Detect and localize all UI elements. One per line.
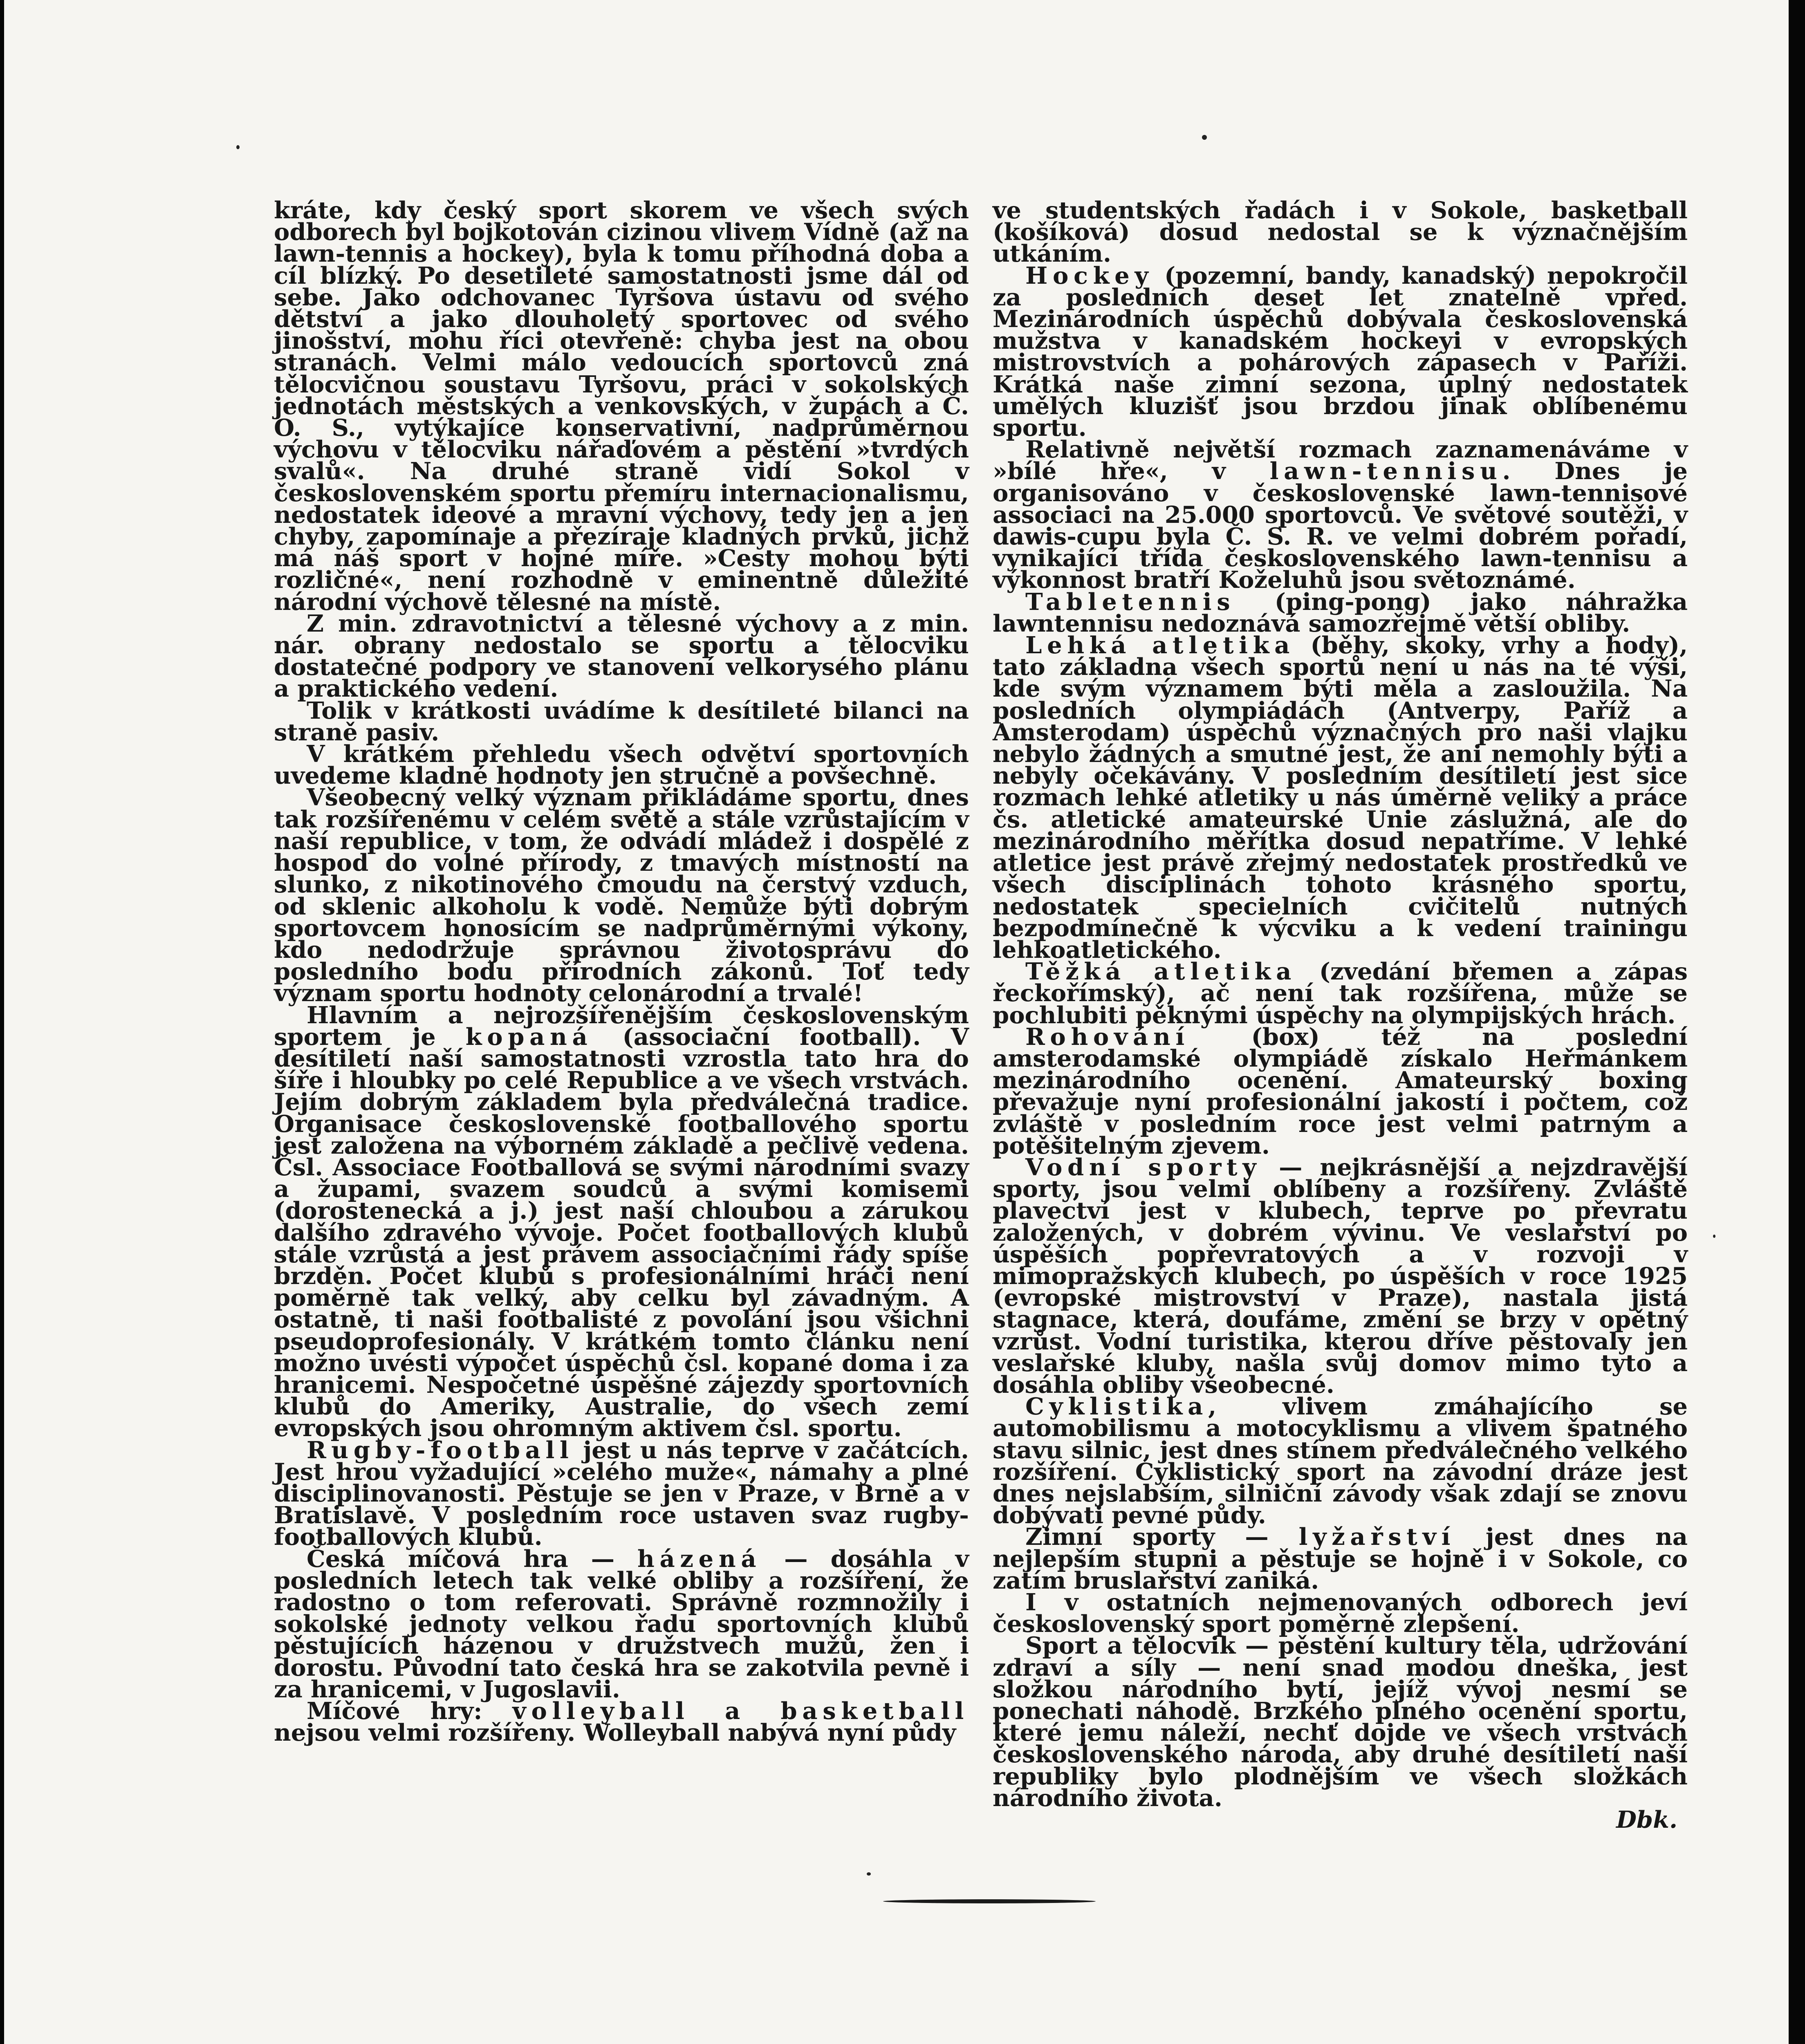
term-volleyball: volleyball [512,1697,690,1725]
term-lehka-atletika: Lehká atletika [1025,631,1295,659]
paragraph-water-sports: Vodní sporty — nejkrásnější a nejzdravější sporty, jsou velmi oblíbeny a rozšířeny. Zvláště plavectví jest v klubech, teprve po převratu založených, v dobrém vývinu. Ve veslařství po úspěších popřevratových a v rozvoji v mimopražských klubech, po úspěších v roce 1925 (evropské mistrovství v Praze), nastala jistá stagnace, která, doufáme, změní se brzy v opětný vzrůst. Vodní turistika, kterou dříve pěstovaly jen veslařské kluby, našla svůj domov mimo tyto a dosáhla obliby všeobecné. [993,1153,1688,1399]
paragraph-cycling: Cyklistika, vlivem zmáhajícího se automobilismu a motocyklismu a vlivem špatného stavu silnic, jest dnes stínem předválečného velkého rozšíření. Cyklistický sport na závodní dráze jest dnes nejslabším, silniční závody však zdají se znovu dobývati pevné půdy. [993,1392,1688,1529]
print-speck [1713,1235,1715,1238]
author-signature: Dbk. [1616,1806,1677,1834]
term-tezka-atletika: Těžká atletika [1025,957,1297,986]
paragraph-winter-sports: Zimní sporty — lyžařství jest dnes na nejlepším stupni a pěstuje se hojně i v Sokole, co zatím bruslařství zaniká. [993,1523,1688,1594]
print-speck [1202,135,1207,140]
term-vodni-sporty: Vodní sporty [1025,1153,1262,1181]
paragraph-heavy-athletics: Těžká atletika (zvedání břemen a zápas řeckořímský), ač není tak rozšířena, může se pochlubiti pěknými úspěchy na olympijských hrách. [993,957,1688,1029]
term-tabletennis: Tabletennis [1025,587,1235,616]
page-sheet [4,0,1789,2044]
term-lawn-tennis: lawn-tennisu [1269,457,1502,485]
paragraph-0: kráte, kdy český sport skorem ve všech svých odborech byl bojkotován cizinou vlivem Vídně (až na lawn-tennis a hockey), byla k tomu příhodná doba a cíl blízký. Po desetileté samostatnosti jsme dál od sebe. Jako odchovanec Tyršova ústavu od svého dětství a jako dlouholetý sportovec od svého jinošství, mohu říci otevřeně: chyba jest na obou stranách. Velmi málo vedoucích sportovců zná tělocvičnou soustavu Tyršovu, práci v sokolských jednotách městských a venkovských, v župách a Č. O. S., vytýkajíce konservativní, nadprůměrnou výchovu v tělocviku nářaďovém a pěstění »tvrdých svalů«. Na druhé straně vidí Sokol v československém sportu přemíru internacionalismu, nedostatek ideové a mravní výchovy, tedy jen a jen chyby, zapomínaje a přezíraje kladných prvků, jichž má náš sport v hojné míře. »Cesty mohou býti rozličné«, není rozhodně v eminentně důležité národní výchově tělesné na místě. [274,196,969,616]
paragraph-1: Z min. zdravotnictví a tělesné výchovy a z min. nár. obrany nedostalo se sportu a tělocviku dostatečné podpory ve stanovení velkorysého plánu a praktického vedení. [274,609,969,703]
paragraph-football: Hlavním a nejrozšířenějším československým sportem je kopaná (associační football). V desítiletí naší samostatnosti vzrostla tato hra do šíře i hloubky po celé Republice a ve všech vrstvách. Jejím dobrým základem byla předválečná tradice. Organisace československé footballového sportu jest založena na výborném základě a pečlivě vedena. Čsl. Associace Footballová se svými národními svazy a župami, svazem soudců a svými komisemi (dorostenecká a j.) jest naší chloubou a zárukou dalšího zdravého vývoje. Počet footballových klubů stále vzrůstá a jest právem associačními řády spíše brzděn. Počet klubů s profesionálními hráči není poměrně tak velký, aby celku byl závadným. A ostatně, ti naši footbalisté z povolání jsou všichni pseudoprofesionály. V krátkém tomto článku není možno uvésti výpočet úspěchů čsl. kopané doma i za hranicemi. Nespočetné úspěšné zájezdy sportovních klubů do Ameriky, Australie, do všech zemí evropských jsou ohromným aktivem čsl. sportu. [274,1001,969,1442]
paragraph-continued: ve studentských řadách i v Sokole, basketball (košíková) dosud nedostal se k význačnějším utkáním. [993,196,1688,268]
paragraph-conclusion: Sport a tělocvik — pěstění kultury těla, udržování zdraví a síly — není snad modou dneška, jest složkou národního bytí, jejíž vývoj nesmí se ponechati náhodě. Brzkého plného ocenění sportu, které jemu náleží, nechť dojde ve všech vrstvách československého národa, aby druhé desítiletí naší republiky bylo plodnějším ve všech složkách národního života. [993,1632,1688,1812]
term-lyzarstvi: lyžařství [1298,1523,1456,1551]
term-rohovani: Rohování [1025,1022,1190,1051]
paragraph-hazena: Česká míčová hra — házená — dosáhla v posledních letech tak velké obliby a rozšíření, že radostno o tom referovati. Správně rozmnožily i sokolské jednoty velkou řadu sportovních klubů pěstujících házenou v družstvech mužů, žen i dorostu. Původní tato česká hra se zakotvila pevně i za hranicemi, v Jugoslavii. [274,1544,969,1703]
paragraph-2: Tolik v krátkosti uvádíme k desítileté bilanci na straně pasiv. [274,696,969,746]
paragraph-ballgames: Míčové hry: volleyball a basketball nejsou velmi rozšířeny. Wolleyball nabývá nyní půdy [274,1697,969,1747]
term-hockey: Hockey [1025,261,1154,289]
term-rugby: Rugby-football [307,1436,574,1464]
term-kopana: kopaná [465,1022,593,1051]
section-end-rule [883,1899,1096,1903]
paragraph-other: I v ostatních nejmenovaných odborech jeví československý sport poměrně zlepšení. [993,1588,1688,1638]
term-cyklistika: Cyklistika [1025,1392,1209,1421]
print-speck [867,1872,871,1876]
paragraph-rugby: Rugby-football jest u nás teprve v začátcích. Jest hrou vyžadující »celého muže«, námahy a plné disciplinovanosti. Pěstuje se jen v Praze, v Brně a v Bratislavě. V posledním roce ustaven svaz rugby-footballových klubů. [274,1436,969,1551]
text-column-left [274,196,969,1747]
paragraph-tennis: Relativně největší rozmach zaznamenáváme v »bílé hře«, v lawn-tennisu. Dnes je organisováno v československé lawn-tennisové associaci na 25.000 sportovců. Ve světové soutěži, v dawis-cupu byla Č. S. R. ve velmi dobrém pořadí, vynikající třída československého lawn-tennisu a výkonnost bratří Koželuhů jsou světoznámé. [993,435,1688,594]
paragraph-4: Všeobecný velký význam přikládáme sportu, dnes tak rozšířenému v celém světě a stále vzrůstajícím v naší republice, v tom, že odvádí mládež i dospělé z hospod do volné přírody, z tmavých místností na slunko, z nikotinového čmoudu na čerstvý vzduch, od sklenic alkoholu k vodě. Nemůže býti dobrým sportovcem honosícím se nadprůměrnými výkony, kdo nedodržuje správnou životosprávu do posledního bodu přírodních zákonů. Toť tedy význam sportu hodnoty celonárodní a trvalé! [274,783,969,1007]
term-basketball: basketball [780,1697,969,1725]
paragraph-tabletennis: Tabletennis (ping-pong) jako náhražka lawntennisu nedoznává samozřejmě větší obliby. [993,587,1688,637]
print-speck [236,145,240,149]
term-hazena: házená [637,1544,762,1573]
paragraph-3: V krátkém přehledu všech odvětví sportovních uvedeme kladné hodnoty jen stručně a povšechně. [274,740,969,790]
paragraph-boxing: Rohování (box) též na poslední amsterodamské olympiádě získalo Heřmánkem mezinárodního ocenění. Amateurský boxing převažuje nyní profesionální jakostí i počtem, což zvláště v posledním roce jest velmi patrným a potěšitelným zjevem. [993,1022,1688,1159]
paragraph-athletics: Lehká atletika (běhy, skoky, vrhy a hody), tato základna všech sportů není u nás na té výši, kde svým významem býti měla a zasloužila. Na posledních olympiádách (Antverpy, Paříž a Amsterodam) úspěchů význačných pro naši vlajku nebylo žádných a smutné jest, že ani nemohly býti a nebyly očekávány. V posledním desítiletí jest sice rozmach lehké atletiky u nás úměrně veliký a práce čs. atletické amateurské Unie záslužná, ale do mezinárodního měřítka dosud nepatříme. V lehké atletice jest právě zřejmý nedostatek prostředků ve všech disciplinách tohoto krásného sportu, nedostatek specielních cvičitelů nutných bezpodmínečně k výcviku a k vedení trainingu lehkoatletického. [993,631,1688,964]
paragraph-hockey: Hockey (pozemní, bandy, kanadský) nepokročil za posledních deset let znatelně vpřed. Mezinárodních úspěchů dobývala československá mužstva v kanadském hockeyi v evropských mistrovstvích a pohárových zápasech v Paříži. Krátká naše zimní sezona, úplný nedostatek umělých kluzišť jsou brzdou jinak oblíbenému sportu. [993,261,1688,442]
text-column-right [993,196,1688,1834]
